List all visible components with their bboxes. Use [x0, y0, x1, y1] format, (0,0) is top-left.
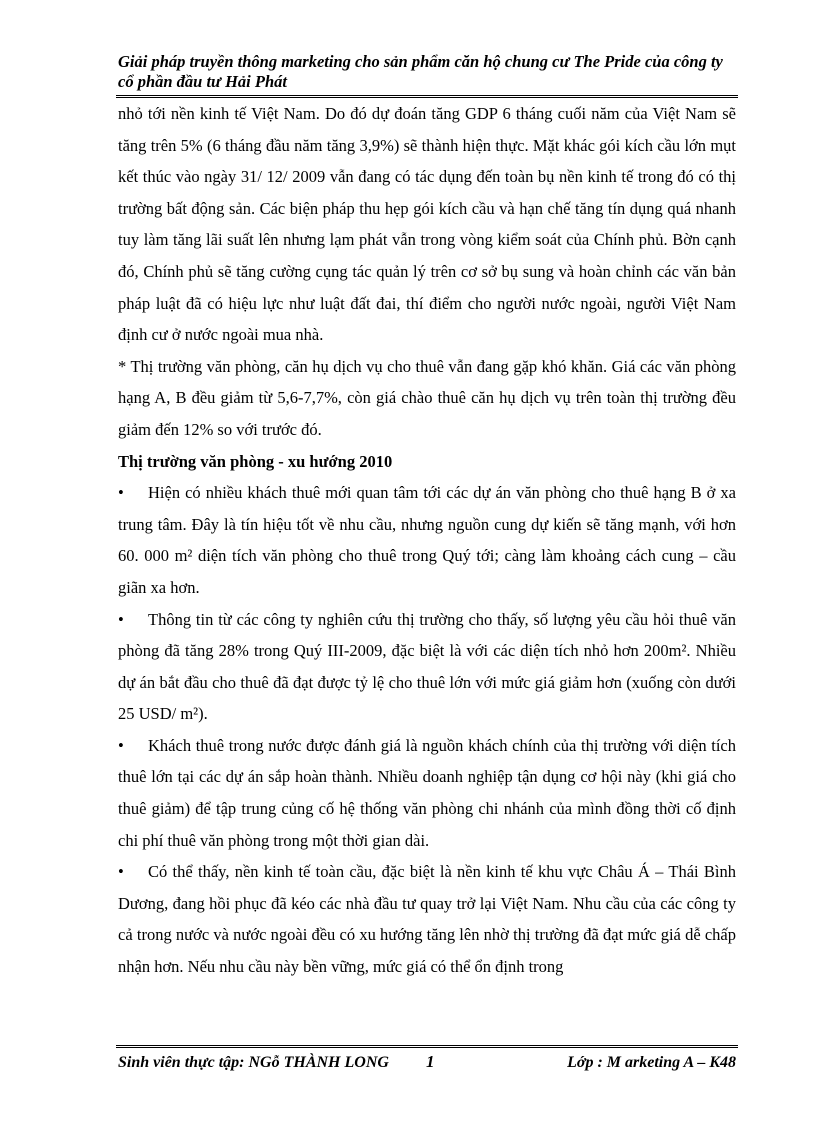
bullet-item-4 — [118, 856, 736, 982]
bullet-item-3 — [118, 730, 736, 856]
bullet-icon: • — [118, 483, 124, 503]
document-body — [118, 98, 736, 983]
bullet-icon: • — [118, 609, 124, 629]
bullet-text: Khách thuê trong nước được đánh giá là nguồn khách chính của thị trường với diện tích thuê lớn tại các dự án sắp hoàn thành. Nhiều doanh nghiệp tận dụng cơ hội này (khi giá cho thuê giảm) để tập trung củng cố hệ thống văn phòng chi nhánh của mình đồng thời cố định chi phí thuê văn phòng trong một thời gian dài. — [118, 735, 736, 850]
paragraph-intro: nhỏ tới nền kinh tế Việt Nam. Do đó dự đoán tăng GDP 6 tháng cuối năm của Việt Nam sẽ tăng trên 5% (6 tháng đầu năm tăng 3,9%) sẽ thành hiện thực. Mặt khác gói kích cầu lớn mụt kết thúc vào ngày 31/ 12/ 2009 vẫn đang có tác dụng đến toàn bụ nền kinh tế trong đó có thị trường bất động sản. Các biện pháp thu hẹp gói kích cầu và hạn chế tăng tín dụng quá nhanh tuy làm tăng lãi suất lên nhưng lạm phát vẫn trong vòng kiểm soát của Chính phủ. Bờn cạnh đó, Chính phủ sẽ tăng cường cụng tác quản lý trên cơ sở bụ sung và hoàn chỉnh các văn bản pháp luật đã có hiệu lực như luật đất đai, thí điểm cho người nước ngoài, người Việt Nam định cư ở nước ngoài mua nhà. — [118, 104, 736, 345]
page-header-title: Giải pháp truyền thông marketing cho sản phẩm căn hộ chung cư The Pride của công ty cổ phần đầu tư Hải Phát — [118, 52, 723, 91]
footer-student: Sinh viên thực tập: NGỗ THÀNH LONG — [118, 1054, 389, 1071]
footer-class: Lớp : M arketing A – K48 — [567, 1054, 736, 1071]
section-heading: Thị trường văn phòng - xu hướng 2010 — [118, 451, 393, 471]
bullet-item-2 — [118, 604, 736, 730]
bullet-text: Thông tin từ các công ty nghiên cứu thị trường cho thấy, số lượng yêu cầu hỏi thuê văn phòng đã tăng 28% trong Quý III-2009, đặc biệt là với các diện tích nhỏ hơn 200m². Nhiều dự án bắt đầu cho thuê đã đạt được tỷ lệ cho thuê lớn với mức giá giảm hơn (xuống còn dưới 25 USD/ m²). — [118, 609, 736, 724]
page-number: 1 — [426, 1052, 435, 1071]
bullet-text: Có thể thấy, nền kinh tế toàn cầu, đặc biệt là nền kinh tế khu vực Châu Á – Thái Bình Dương, đang hồi phục đã kéo các nhà đầu tư quay trở lại Việt Nam. Nhu cầu của các công ty cả trong nước và nước ngoài đều có xu hướng tăng lên nhờ thị trường đã đạt mức giá dễ chấp nhận hơn. Nếu nhu cầu này bền vững, mức giá có thể ổn định trong — [118, 862, 736, 977]
bullet-item-1 — [118, 477, 736, 603]
footer-divider — [116, 1045, 738, 1048]
bullet-icon: • — [118, 862, 124, 882]
bullet-icon: • — [118, 735, 124, 755]
paragraph-office-market: * Thị trường văn phòng, căn hụ dịch vụ cho thuê vẫn đang gặp khó khăn. Giá các văn phòng hạng A, B đều giảm từ 5,6-7,7%, còn giá chào thuê căn hụ dịch vụ trên toàn thị trường đều giảm đến 12% so với trước đó. — [118, 356, 736, 439]
bullet-text: Hiện có nhiều khách thuê mới quan tâm tới các dự án văn phòng cho thuê hạng B ở xa trung tâm. Đây là tín hiệu tốt về nhu cầu, nhưng nguồn cung dự kiến sẽ tăng mạnh, với hơn 60. 000 m² diện tích văn phòng cho thuê trong Quý tới; càng làm khoảng cách cung – cầu giãn xa hơn. — [118, 483, 736, 597]
